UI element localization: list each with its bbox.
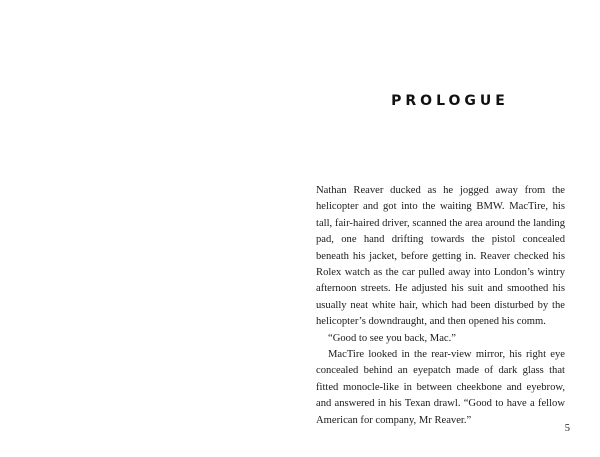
paragraph: “Good to see you back, Mac.” (328, 332, 456, 344)
right-page (300, 0, 600, 457)
body-text (316, 183, 565, 429)
chapter-title: PROLOGUE (391, 93, 509, 109)
page-number: 5 (564, 423, 570, 434)
paragraph: Nathan Reaver ducked as he jogged away from the helicopter and got into the waiting BMW. MacTire, his tall, fair-haired driver, scanned the area around the landing pad, one hand drifting towards the pistol concealed beneath his jacket, before getting in. Reaver checked his Rolex watch as the car pulled away into London’s wintry afternoon streets. He adjusted his suit and smoothed his usually neat white hair, which had been disturbed by the helicopter’s downdraught, and then opened his comm. (316, 185, 565, 328)
paragraph: MacTire looked in the rear-view mirror, his right eye concealed behind an eyepatch made of dark glass that fitted monocle-like in between cheekbone and eyebrow, and answered in his Texan drawl. “Good to have a fellow American for company, Mr Reaver.” (316, 349, 565, 426)
